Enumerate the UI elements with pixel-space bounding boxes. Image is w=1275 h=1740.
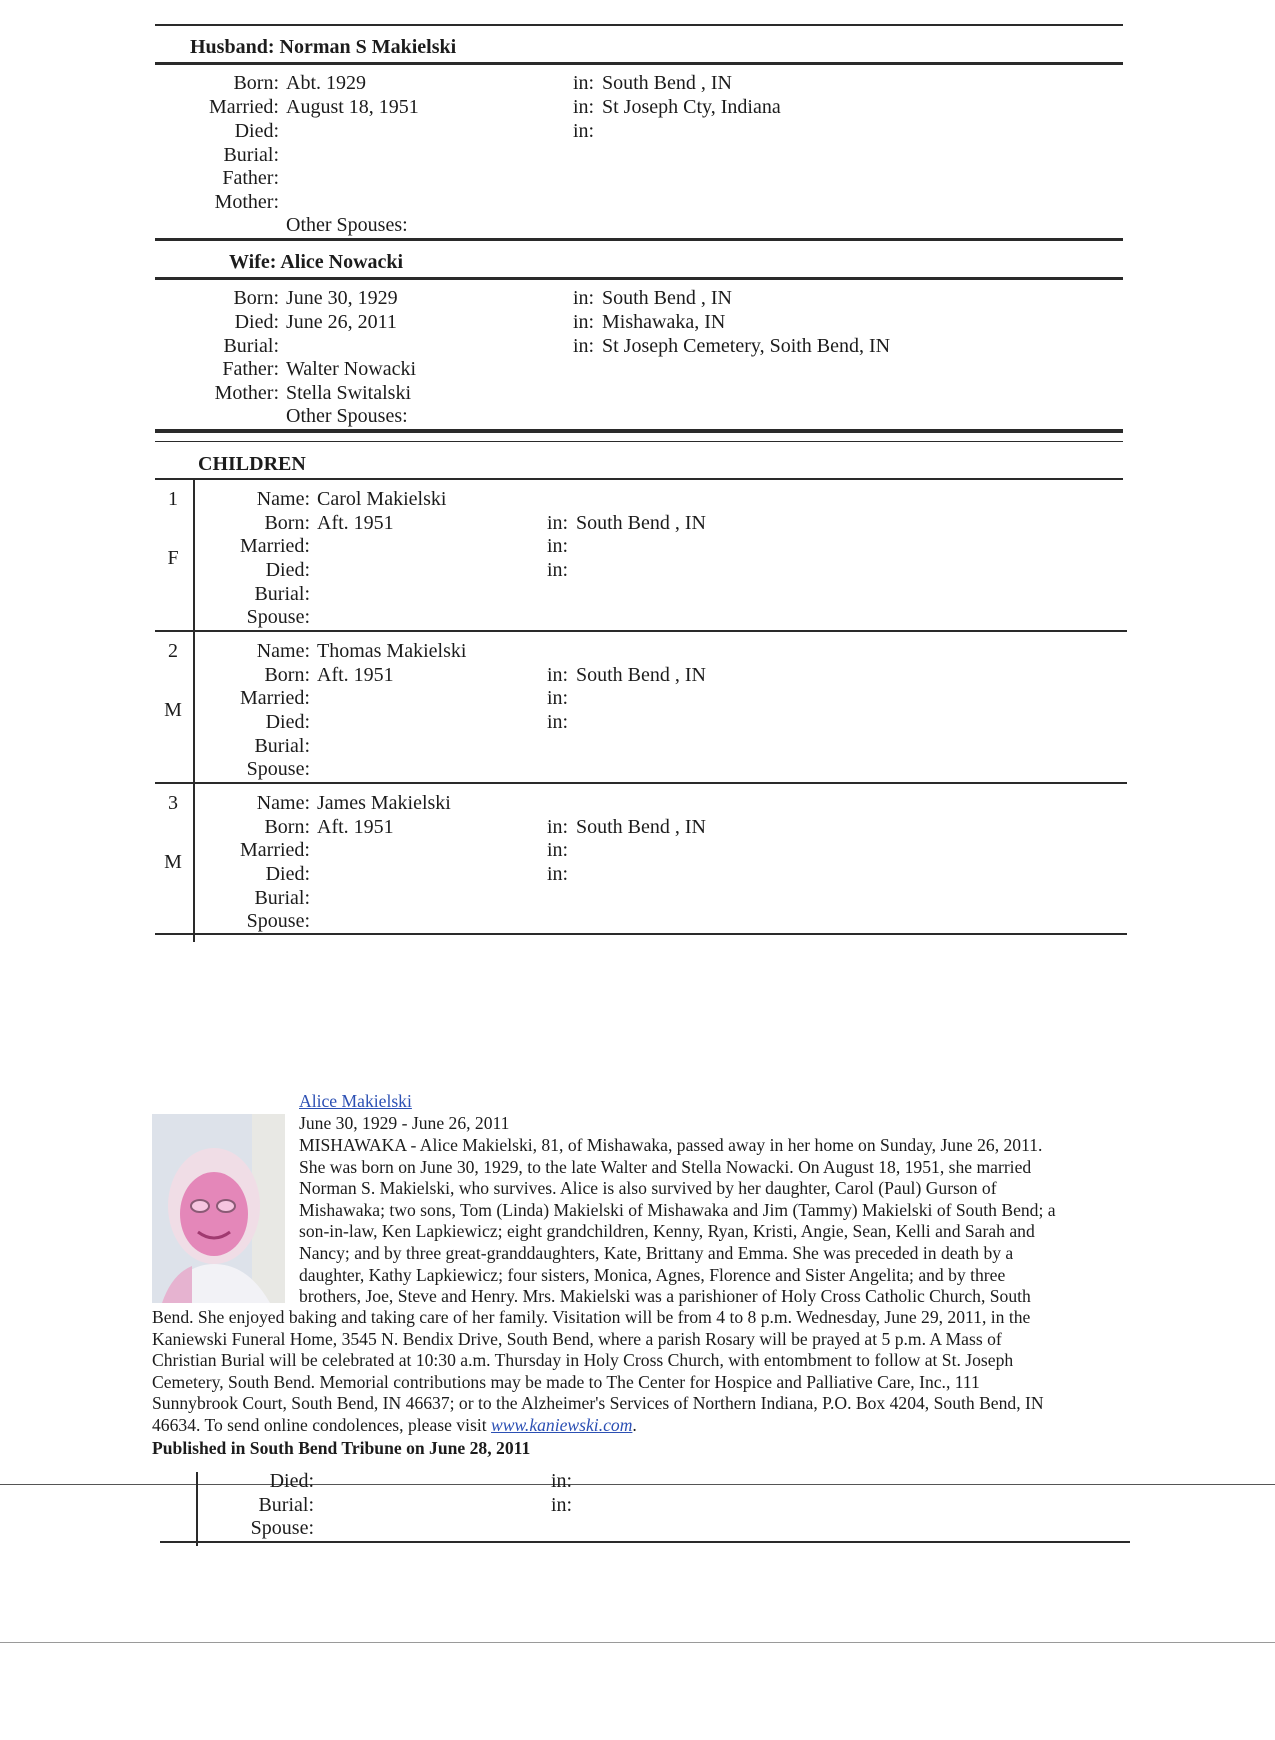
child-1-spouse-label: Spouse: [246,606,310,628]
trailing-died-in-label: in: [551,1470,573,1492]
wife-mother-label: Mother: [214,382,279,404]
obituary-body-full [152,1307,1127,1415]
trailing-block-top-rule [0,1484,1275,1485]
child-2-married-label: Married: [240,687,310,709]
obituary-beside-line: Norman S. Makielski, who survives. Alice is also survived by her daughter, Carol (Paul) Gurson of [299,1178,997,1199]
obituary-beside-line: MISHAWAKA - Alice Makielski, 81, of Mishawaka, passed away in her home on Sunday, June 26, 2011. [299,1135,1043,1155]
obituary-dates: June 30, 1929 - June 26, 2011 [299,1113,510,1133]
trailing-block-bottom-rule [160,1541,1130,1543]
wife-died-label: Died: [234,311,279,333]
wife-born-place: South Bend , IN [602,287,732,309]
children-rule-thin [155,441,1123,442]
trailing-burial-in-label: in: [551,1494,573,1516]
husband-burial-label: Burial: [223,144,279,166]
trailing-burial-label: Burial: [258,1494,314,1516]
child-2-born-in-label: in: [547,664,569,686]
trailing-spouse-label: Spouse: [250,1517,314,1539]
obituary-last-line-suffix: . [632,1415,637,1435]
child-2-born-value: Aft. 1951 [317,664,394,686]
child-1-burial-label: Burial: [254,583,310,605]
child-3-name-label: Name: [256,792,310,814]
husband-died-label: Died: [234,120,279,142]
child-2-name-value: Thomas Makielski [317,640,467,662]
wife-top-rule [155,238,1123,241]
top-rule [155,24,1123,26]
wife-father-label: Father: [222,358,279,380]
child-3-married-in-label: in: [547,839,569,861]
husband-married-place: St Joseph Cty, Indiana [602,96,781,118]
obituary-title[interactable]: Alice Makielski [299,1091,412,1111]
obituary-photo [152,1114,285,1303]
child-2-died-in-label: in: [547,711,569,733]
child-3-burial-label: Burial: [254,887,310,909]
obituary-last-line [152,1415,637,1437]
obituary-published: Published in South Bend Tribune on June 28, 2011 [152,1438,531,1458]
husband-died-in-label: in: [573,120,595,142]
obituary-body-beside-photo [299,1135,1129,1308]
obituary-full-line: Christian Burial will be celebrated at 10:30 a.m. Thursday in Holy Cross Church, with entombment to follow at St. Joseph [152,1350,1014,1371]
husband-other-spouses: Other Spouses: [286,214,408,236]
child-2-name-label: Name: [256,640,310,662]
husband-married-value: August 18, 1951 [286,96,419,118]
trailing-block-vertical-rule [196,1472,198,1546]
obituary-full-line: Kaniewski Funeral Home, 3545 N. Bendix Drive, South Bend, where a parish Rosary will be prayed at 5 p.m. A Mass of [152,1328,1002,1349]
wife-died-value: June 26, 2011 [286,311,397,333]
obituary-beside-line: daughter, Kathy Lapkiewicz; four sisters, Monica, Agnes, Florence and Sister Angelita; and by three [299,1264,1006,1285]
obituary-beside-line: Nancy; and by three great-granddaughters, Kate, Brittany and Emma. She was preceded in death by a [299,1242,1014,1263]
wife-burial-label: Burial: [223,335,279,357]
child-3-sex: M [164,851,182,873]
child-1-born-place: South Bend , IN [576,512,706,534]
wife-heading [229,251,403,274]
child-1-born-value: Aft. 1951 [317,512,394,534]
children-heading: CHILDREN [198,453,306,475]
child-1-number: 1 [168,488,178,510]
trailing-died-label: Died: [269,1470,314,1492]
child-1-died-in-label: in: [547,559,569,581]
wife-died-place: Mishawaka, IN [602,311,726,333]
wife-born-value: June 30, 1929 [286,287,398,309]
husband-born-value: Abt. 1929 [286,72,366,94]
wife-born-label: Born: [233,287,279,309]
child-3-name-value: James Makielski [317,792,451,814]
child-3-born-label: Born: [264,816,310,838]
child-1-married-label: Married: [240,535,310,557]
child-1-born-label: Born: [264,512,310,534]
obituary-website-link[interactable]: www.kaniewski.com [491,1415,633,1435]
children-vertical-rule [193,478,195,942]
child-2-died-label: Died: [265,711,310,733]
wife-burial-in-label: in: [573,335,595,357]
child-2-sex: M [164,699,182,721]
husband-born-place: South Bend , IN [602,72,732,94]
husband-heading-label: Husband: [190,36,275,58]
obituary-beside-line: She was born on June 30, 1929, to the late Walter and Stella Nowacki. On August 18, 1951, she married [299,1156,1032,1177]
obituary-full-line: Cemetery, South Bend. Memorial contributions may be made to The Center for Hospice and Palliative Care, Inc., 111 [152,1371,980,1392]
wife-born-in-label: in: [573,287,595,309]
child-2-number: 2 [168,640,178,662]
wife-other-spouses: Other Spouses: [286,405,408,427]
obituary-beside-line: brothers, Joe, Steve and Henry. Mrs. Makielski was a parishioner of Holy Cross Catholic Church, South [299,1286,1031,1307]
child-3-born-in-label: in: [547,816,569,838]
child-3-number: 3 [168,792,178,814]
child-1-died-label: Died: [265,559,310,581]
child-3-died-in-label: in: [547,863,569,885]
husband-rule [155,62,1123,65]
obituary-last-line-prefix: 46634. To send online condolences, please visit [152,1415,492,1435]
children-heading-rule [155,478,1123,480]
child-3-spouse-label: Spouse: [246,910,310,932]
child-1-rule [155,630,1127,632]
child-3-died-label: Died: [265,863,310,885]
child-1-married-in-label: in: [547,535,569,557]
portrait-image [152,1114,285,1303]
child-3-born-place: South Bend , IN [576,816,706,838]
husband-mother-label: Mother: [214,191,279,213]
child-3-married-label: Married: [240,839,310,861]
obituary-beside-line: son-in-law, Ken Lapkiewicz; eight grandchildren, Kenny, Ryan, Kristi, Angie, Sean, Kelli and Sarah and [299,1221,1035,1242]
wife-father-value: Walter Nowacki [286,358,416,380]
obituary-full-line: Bend. She enjoyed baking and taking care of her family. Visitation will be from 4 to 8 p.m. Wednesday, June 29, 2011, in the [152,1307,1031,1327]
page-bottom-rule [0,1642,1275,1643]
child-1-name-label: Name: [256,488,310,510]
wife-rule [155,277,1123,280]
child-2-rule [155,782,1127,784]
child-3-born-value: Aft. 1951 [317,816,394,838]
husband-born-label: Born: [233,72,279,94]
child-2-married-in-label: in: [547,687,569,709]
obituary-beside-line: Mishawaka; two sons, Tom (Linda) Makielski of Mishawaka and Jim (Tammy) Makielski of South Bend; a [299,1199,1056,1220]
wife-died-in-label: in: [573,311,595,333]
husband-heading [190,36,456,59]
husband-born-in-label: in: [573,72,595,94]
child-2-born-label: Born: [264,664,310,686]
wife-mother-value: Stella Switalski [286,382,411,404]
child-2-born-place: South Bend , IN [576,664,706,686]
wife-burial-place: St Joseph Cemetery, Soith Bend, IN [602,335,891,357]
child-1-name-value: Carol Makielski [317,488,447,510]
child-1-born-in-label: in: [547,512,569,534]
husband-name: Norman S Makielski [279,36,457,58]
husband-father-label: Father: [222,167,279,189]
wife-name: Alice Nowacki [280,251,404,273]
child-2-burial-label: Burial: [254,735,310,757]
wife-heading-label: Wife: [229,251,277,273]
child-3-rule [155,933,1127,935]
child-2-spouse-label: Spouse: [246,758,310,780]
husband-married-label: Married: [209,96,279,118]
child-1-sex: F [167,547,179,569]
husband-married-in-label: in: [573,96,595,118]
children-rule-thick [155,429,1123,433]
obituary-full-line: Sunnybrook Court, South Bend, IN 46637; or to the Alzheimer's Services of Northern Indiana, P.O. Box 4204, South Bend, IN [152,1393,1044,1414]
